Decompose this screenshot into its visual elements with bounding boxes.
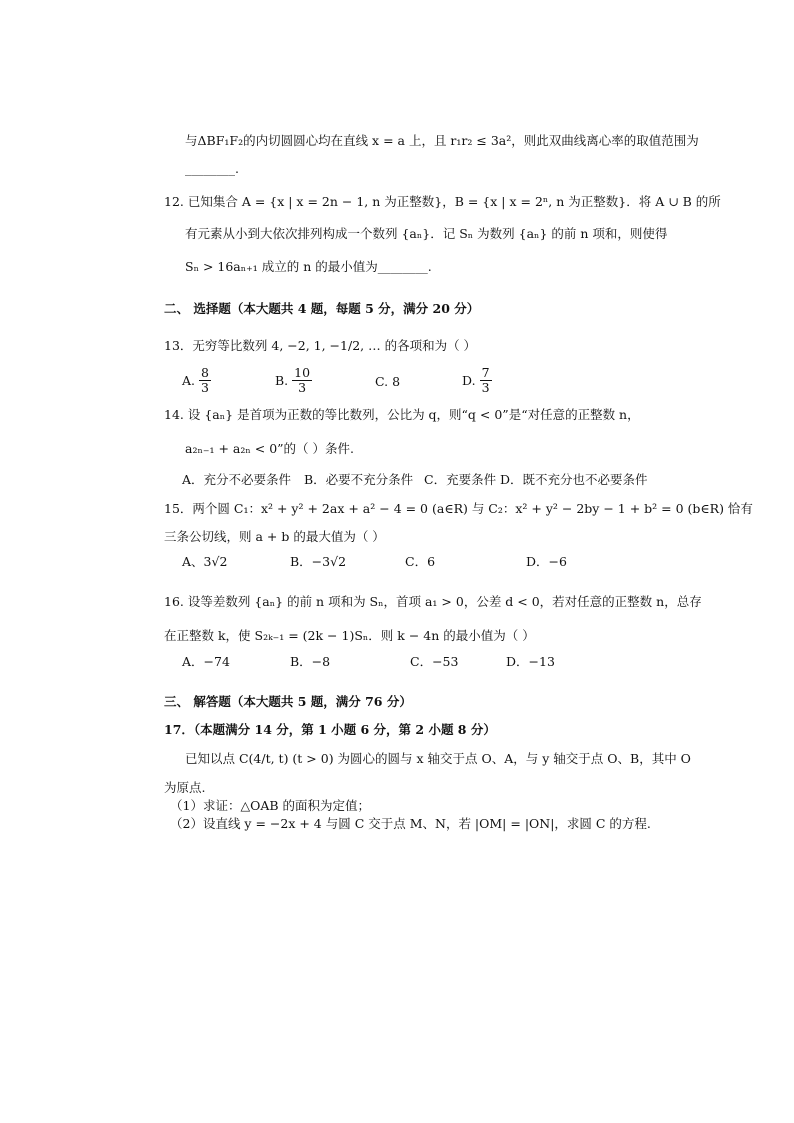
q13-option-b-num: 10 [294,365,311,380]
q14-options [0,468,794,492]
q16-option-c: C．−53 [410,654,459,669]
q16-option-a: A．−74 [182,654,230,669]
q14-option-a: A．充分不必要条件 [182,472,292,487]
q16-options [0,650,794,674]
q15-option-d: D．−6 [526,554,567,569]
q12-line2: 有元素从小到大依次排列构成一个数列 {aₙ}．记 Sₙ 为数列 {aₙ} 的前 n 项和，则使得 [185,226,668,241]
q14-line1: 14. 设 {aₙ} 是首项为正数的等比数列，公比为 q，则“q < 0”是“对任意的正整数 n， [164,407,640,422]
q15-option-a: A、3√2 [182,554,228,569]
q16-line1: 16. 设等差数列 {aₙ} 的前 n 项和为 Sₙ，首项 a₁ > 0，公差 d < 0，若对任意的正整数 n，总存 [164,594,702,609]
q16-line2: 在正整数 k，使 S₂ₖ₋₁ = (2k − 1)Sₙ．则 k − 4n 的最小值为（ ） [164,628,535,643]
q17-part2: （2）设直线 y = −2x + 4 与圆 C 交于点 M、N，若 |OM| = |ON|，求圆 C 的方程. [170,816,651,831]
q16-option-b: B．−8 [290,654,331,669]
q17-part1: （1）求证：△OAB 的面积为定值； [170,798,371,813]
q15-option-c: C．6 [405,554,436,569]
q13-option-c: C. 8 [375,374,401,389]
q13-option-a-num: 8 [201,365,209,380]
q13-option-d-den: 3 [481,380,490,395]
q13-option-d-fraction [480,366,492,395]
section-3-title: 三、 解答题（本大题共 5 题，满分 76 分） [164,694,412,709]
q13-option-b-label: B. [275,373,289,388]
q13-stem: 13．无穷等比数列 4, −2, 1, −1/2, … 的各项和为（ ） [164,338,477,353]
q13-option-a-label: A. [182,373,196,388]
q15-options [0,550,794,574]
q14-option-d: D．既不充分也不必要条件 [500,472,648,487]
q15-line1: 15．两个圆 C₁：x² + y² + 2ax + a² − 4 = 0 (a∈R) 与 C₂：x² + y² − 2by − 1 + b² = 0 (b∈R) 恰有 [164,501,753,516]
q17-line1: 已知以点 C(4/t, t) (t > 0) 为圆心的圆与 x 轴交于点 O、A，与 y 轴交于点 O、B，其中 O [185,751,691,766]
q12-line3: Sₙ > 16aₙ₊₁ 成立的 n 的最小值为________. [185,259,432,274]
q13-option-b-den: 3 [298,380,307,395]
q11-tail-line1: 与ΔBF₁F₂的内切圆圆心均在直线 x = a 上，且 r₁r₂ ≤ 3a²，则此双曲线离心率的取值范围为 [185,133,699,148]
q13-option-a [182,366,211,395]
q13-option-d-label: D. [462,373,476,388]
q12-line1: 12. 已知集合 A = {x | x = 2n − 1, n 为正整数}，B = {x | x = 2ⁿ, n 为正整数}．将 A ∪ B 的所 [164,194,721,209]
q13-option-b [275,366,312,395]
q13-options [0,365,794,395]
q14-option-b: B．必要不充分条件 [304,472,414,487]
q13-option-d [462,366,492,395]
q15-option-b: B．−3√2 [290,554,347,569]
q15-line2: 三条公切线，则 a + b 的最大值为（ ） [164,529,385,544]
section-2-title: 二、 选择题（本大题共 4 题，每题 5 分，满分 20 分） [164,301,480,316]
q13-option-a-fraction [199,366,211,395]
q11-answer-blank: ________. [185,161,239,176]
q16-option-d: D．−13 [506,654,555,669]
q17-line2: 为原点. [164,780,206,795]
q14-option-c: C．充要条件 [424,472,497,487]
q14-line2: a₂ₙ₋₁ + a₂ₙ < 0”的（ ）条件. [185,441,354,456]
q13-option-b-fraction [292,366,312,395]
q17-header: 17．（本题满分 14 分，第 1 小题 6 分，第 2 小题 8 分） [164,722,496,737]
q13-option-d-num: 7 [481,365,490,380]
q13-option-a-den: 3 [201,380,209,395]
